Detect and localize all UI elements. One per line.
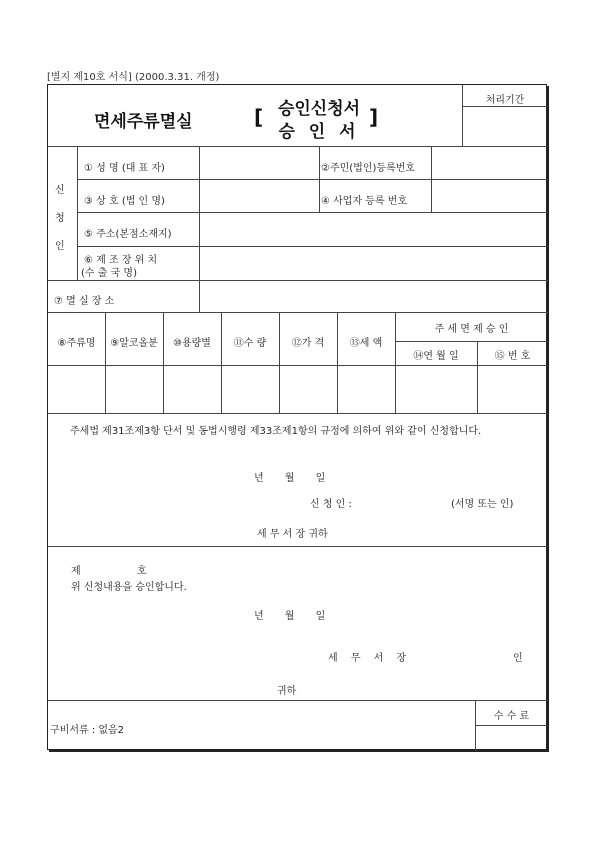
applicant-label-2: 청 [55,213,65,224]
applicant-signature-field[interactable] [366,490,446,508]
name-field[interactable] [200,147,318,178]
application-statement: 주세법 제31조제3항 단서 및 동법시행령 제33조제1항의 규정에 의하여 위와 같이 신청합니다. [70,426,482,437]
loss-place-label: ⑦ 멸 실 장 소 [54,296,115,307]
business-reg-field[interactable] [432,180,547,211]
address-field[interactable] [200,213,547,245]
col-quantity: ⑪수 량 [233,338,267,349]
application-addressee: 세 무 서 장 귀하 [257,529,328,540]
title-bracket-open: [ [254,105,264,129]
address-label: ⑤ 주소(본점소재지) [84,229,172,240]
applicant-label-1: 신 [55,185,65,196]
applicant-label-3: 인 [55,241,65,252]
name-label: ① 성 명 (대 표 자) [84,163,165,174]
manufacture-location-field[interactable] [200,247,547,279]
business-reg-label: ④ 사업자 등록 번호 [321,196,408,207]
trade-name-label: ③ 상 호 (법 인 명) [84,196,165,207]
col-number: ⑮ 번 호 [494,351,531,362]
col-liquor-name: ⑧주류명 [57,338,96,349]
item-table-row[interactable] [49,366,547,412]
title-left: 면세주류멸실 [94,112,193,132]
fee-label: 수 수 료 [493,711,530,722]
title-bracket-close: ] [369,105,379,129]
loss-place-field[interactable] [200,281,547,311]
applicant-signature-label: 신 청 인 : [310,499,352,510]
col-capacity: ⑩용량별 [173,338,211,349]
processing-period-field[interactable] [463,107,547,145]
form-sheet [47,84,547,750]
id-number-label: ②주민(법인)등록번호 [321,163,416,174]
col-tax: ⑬세 액 [349,338,383,349]
col-date: ⑭연 월 일 [413,351,459,362]
approval-addressee: 귀하 [277,686,297,697]
fee-field[interactable] [476,726,547,750]
trade-name-field[interactable] [200,180,318,211]
title-line2: 승 인 서 [278,122,360,142]
form-number: [별지 제10호 서식] (2000.3.31. 개정) [47,72,220,83]
col-alcohol: ⑨알코올분 [110,338,158,349]
processing-period-label: 처리기간 [485,95,525,106]
approval-number-suffix: 호 [137,566,147,577]
title-line1: 승인신청서 [277,99,361,119]
approval-statement: 위 신청내용을 승인합니다. [71,582,187,593]
col-exemption: 주 세 면 제 승 인 [434,324,509,335]
approval-number-label: 제 [71,566,81,577]
sign-or-seal-label: (서명 또는 인) [451,499,514,510]
col-price: ⑫가 격 [291,338,325,349]
approval-date: 년 월 일 [254,611,326,622]
seal-mark: 인 [513,653,523,664]
id-number-field[interactable] [432,147,547,178]
application-date: 년 월 일 [254,473,326,484]
export-country-label: (수 출 국 명) [81,268,137,279]
tax-office-head: 세 무 서 장 [328,653,412,664]
manufacture-location-label: ⑥ 제 조 장 위 치 [84,255,158,266]
attachments-label: 구비서류 : 없음2 [50,725,125,736]
